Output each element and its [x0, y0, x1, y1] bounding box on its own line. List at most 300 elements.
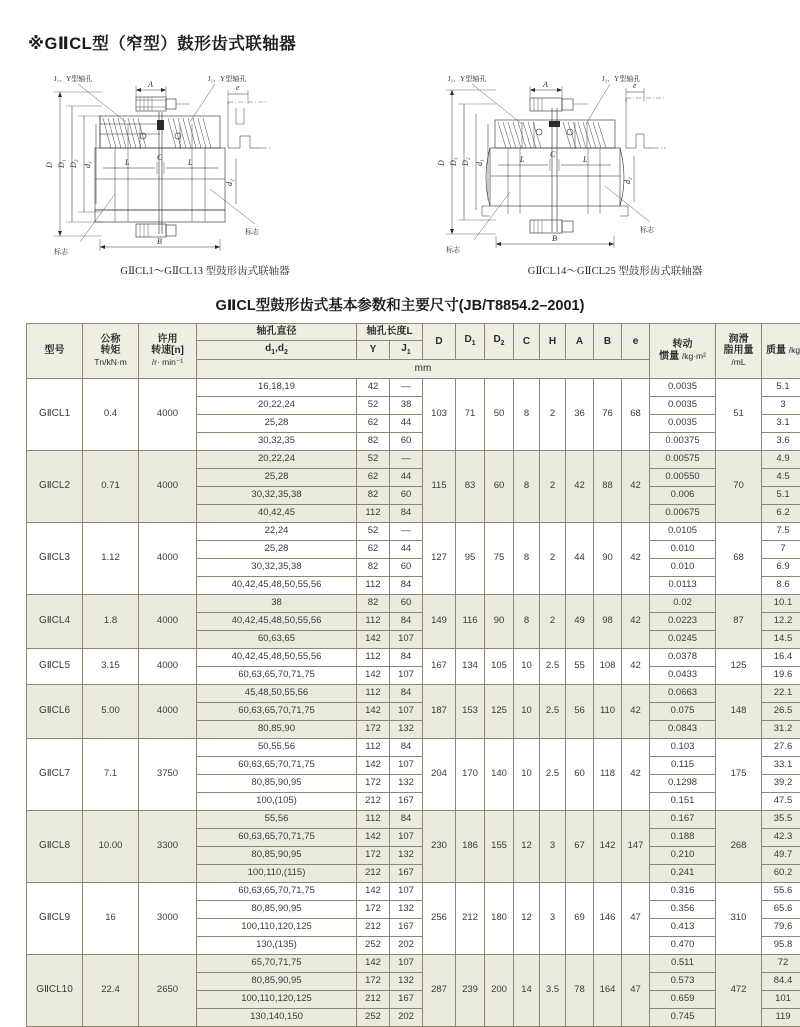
cell-inertia: 0.075	[650, 702, 716, 720]
svg-text:d₂: d₂	[225, 179, 234, 186]
cell-mass: 8.6	[762, 576, 800, 594]
cell-speed: 4000	[139, 450, 197, 522]
cell-mass: 119	[762, 1008, 800, 1026]
cell-bore-length-y: 172	[357, 774, 390, 792]
table-row	[27, 378, 800, 396]
cell-bore-diameter: 38	[197, 594, 357, 612]
cell-inertia: 0.010	[650, 558, 716, 576]
cell-bore-length-j1: —	[390, 450, 423, 468]
cell-inertia: 0.00675	[650, 504, 716, 522]
svg-text:A: A	[542, 80, 548, 89]
cell-bore-length-y: 52	[357, 450, 390, 468]
header-bore-length: 轴孔长度L	[357, 324, 423, 341]
cell-bore-length-y: 82	[357, 486, 390, 504]
cell-B: 118	[594, 738, 622, 810]
header-torque: 公称 转矩 Tn/kN·m	[83, 324, 139, 379]
cell-C: 8	[514, 450, 540, 522]
cell-bore-diameter: 16,18,19	[197, 378, 357, 396]
cell-grease: 310	[716, 882, 762, 954]
cell-bore-length-y: 112	[357, 576, 390, 594]
svg-text:L: L	[519, 155, 525, 164]
cell-grease: 87	[716, 594, 762, 648]
cell-inertia: 0.0245	[650, 630, 716, 648]
cell-e: 68	[622, 378, 650, 450]
cell-speed: 4000	[139, 522, 197, 594]
table-row	[27, 594, 800, 612]
cell-D2: 50	[485, 378, 514, 450]
cell-mass: 72	[762, 954, 800, 972]
table-row	[27, 882, 800, 900]
cell-H: 3.5	[540, 954, 566, 1026]
cell-e: 42	[622, 450, 650, 522]
cell-mass: 16.4	[762, 648, 800, 666]
figure-gcl1-gcl13	[30, 64, 380, 278]
cell-bore-diameter: 60,63,65	[197, 630, 357, 648]
cell-torque: 1.8	[83, 594, 139, 648]
cell-mass: 31.2	[762, 720, 800, 738]
cell-model: GⅡCL9	[27, 882, 83, 954]
cell-bore-diameter: 40,42,45	[197, 504, 357, 522]
cell-B: 110	[594, 684, 622, 738]
figure-gcl14-gcl25	[420, 64, 770, 278]
cell-D2: 75	[485, 522, 514, 594]
cell-H: 2	[540, 594, 566, 648]
cell-bore-length-j1: 60	[390, 432, 423, 450]
cell-torque: 0.71	[83, 450, 139, 522]
table-row	[27, 684, 800, 702]
cell-D: 187	[423, 684, 456, 738]
cell-bore-length-j1: 84	[390, 648, 423, 666]
cell-e: 42	[622, 522, 650, 594]
cell-torque: 0.4	[83, 378, 139, 450]
cell-bore-diameter: 30,32,35	[197, 432, 357, 450]
cell-model: GⅡCL4	[27, 594, 83, 648]
cell-D1: 186	[456, 810, 485, 882]
cell-bore-length-y: 212	[357, 864, 390, 882]
cell-A: 55	[566, 648, 594, 684]
cell-inertia: 0.00575	[650, 450, 716, 468]
cell-mass: 95.8	[762, 936, 800, 954]
cell-mass: 3	[762, 396, 800, 414]
cell-bore-length-y: 212	[357, 990, 390, 1008]
cell-bore-diameter: 40,42,45,48,50,55,56	[197, 612, 357, 630]
cell-bore-diameter: 25,28	[197, 414, 357, 432]
cell-mass: 55.6	[762, 882, 800, 900]
cell-bore-length-j1: 107	[390, 828, 423, 846]
header-bore-diameter-sub: $d_1,d_2$	[197, 340, 357, 359]
cell-torque: 10.00	[83, 810, 139, 882]
cell-bore-diameter: 80,85,90,95	[197, 774, 357, 792]
cell-model: GⅡCL10	[27, 954, 83, 1026]
cell-C: 10	[514, 684, 540, 738]
cell-bore-diameter: 22,24	[197, 522, 357, 540]
label-mark-right: 标志	[245, 227, 260, 236]
cell-A: 78	[566, 954, 594, 1026]
cell-bore-length-y: 62	[357, 414, 390, 432]
svg-text:L: L	[582, 155, 588, 164]
cell-D1: 212	[456, 882, 485, 954]
cell-mass: 10.1	[762, 594, 800, 612]
cell-B: 76	[594, 378, 622, 450]
cell-inertia: 0.006	[650, 486, 716, 504]
cell-inertia: 0.659	[650, 990, 716, 1008]
cell-H: 2	[540, 378, 566, 450]
figure-caption-left: GⅡCL1～GⅡCL13 型鼓形齿式联轴器	[30, 263, 380, 278]
cell-bore-length-y: 82	[357, 594, 390, 612]
cell-bore-length-y: 52	[357, 396, 390, 414]
cell-bore-diameter: 80,85,90,95	[197, 846, 357, 864]
cell-mass: 22.1	[762, 684, 800, 702]
cell-B: 164	[594, 954, 622, 1026]
cell-model: GⅡCL3	[27, 522, 83, 594]
cell-bore-length-j1: 202	[390, 936, 423, 954]
cell-inertia: 0.0223	[650, 612, 716, 630]
cell-bore-length-j1: 132	[390, 846, 423, 864]
cell-bore-length-y: 172	[357, 972, 390, 990]
cell-mass: 14.5	[762, 630, 800, 648]
cell-bore-length-j1: 167	[390, 792, 423, 810]
cell-mass: 47.5	[762, 792, 800, 810]
table-row	[27, 450, 800, 468]
cell-D2: 155	[485, 810, 514, 882]
coupling-diagram-left	[40, 64, 370, 259]
cell-D2: 180	[485, 882, 514, 954]
cell-inertia: 0.0378	[650, 648, 716, 666]
header-bore-length-y: Y	[357, 340, 390, 359]
table-row	[27, 738, 800, 756]
cell-D: 287	[423, 954, 456, 1026]
cell-A: 36	[566, 378, 594, 450]
cell-C: 8	[514, 378, 540, 450]
cell-bore-length-y: 142	[357, 882, 390, 900]
cell-speed: 3000	[139, 882, 197, 954]
cell-grease: 472	[716, 954, 762, 1026]
cell-bore-length-j1: 84	[390, 738, 423, 756]
cell-bore-diameter: 25,28	[197, 468, 357, 486]
cell-inertia: 0.745	[650, 1008, 716, 1026]
cell-bore-diameter: 50,55,56	[197, 738, 357, 756]
cell-bore-length-y: 112	[357, 684, 390, 702]
cell-mass: 33.1	[762, 756, 800, 774]
cell-e: 42	[622, 648, 650, 684]
cell-mass: 4.9	[762, 450, 800, 468]
cell-bore-length-y: 62	[357, 540, 390, 558]
cell-bore-length-j1: 84	[390, 612, 423, 630]
cell-inertia: 0.0113	[650, 576, 716, 594]
cell-D2: 90	[485, 594, 514, 648]
svg-text:d₁: d₁	[83, 161, 92, 168]
svg-text:d₂: d₂	[623, 177, 632, 184]
cell-bore-length-j1: 60	[390, 594, 423, 612]
cell-A: 56	[566, 684, 594, 738]
cell-bore-diameter: 130,(135)	[197, 936, 357, 954]
cell-bore-length-j1: 84	[390, 810, 423, 828]
cell-B: 142	[594, 810, 622, 882]
cell-bore-length-j1: 84	[390, 576, 423, 594]
cell-grease: 70	[716, 450, 762, 522]
cell-inertia: 0.151	[650, 792, 716, 810]
cell-bore-length-j1: 60	[390, 558, 423, 576]
cell-bore-length-j1: 60	[390, 486, 423, 504]
cell-grease: 175	[716, 738, 762, 810]
cell-A: 60	[566, 738, 594, 810]
label-bore-left: J₁、Y型轴孔	[448, 74, 486, 83]
cell-bore-diameter: 40,42,45,48,50,55,56	[197, 648, 357, 666]
cell-B: 88	[594, 450, 622, 522]
table-row	[27, 810, 800, 828]
cell-bore-length-j1: 107	[390, 882, 423, 900]
cell-bore-length-y: 172	[357, 900, 390, 918]
svg-text:D₁: D₁	[57, 159, 66, 169]
cell-inertia: 0.00375	[650, 432, 716, 450]
cell-B: 98	[594, 594, 622, 648]
cell-bore-length-y: 62	[357, 468, 390, 486]
cell-inertia: 0.356	[650, 900, 716, 918]
figure-caption-right: GⅡCL14～GⅡCL25 型鼓形齿式联轴器	[420, 263, 770, 278]
cell-inertia: 0.413	[650, 918, 716, 936]
cell-speed: 3300	[139, 810, 197, 882]
cell-D1: 134	[456, 648, 485, 684]
cell-bore-length-j1: 132	[390, 774, 423, 792]
cell-inertia: 0.0105	[650, 522, 716, 540]
cell-torque: 3.15	[83, 648, 139, 684]
svg-text:L: L	[187, 158, 193, 167]
header-grease: 润滑 脂用量 /mL	[716, 324, 762, 379]
cell-D: 115	[423, 450, 456, 522]
cell-H: 3	[540, 810, 566, 882]
coupling-diagram-right	[430, 64, 760, 259]
cell-e: 42	[622, 594, 650, 648]
cell-A: 49	[566, 594, 594, 648]
cell-grease: 268	[716, 810, 762, 882]
header-bore-length-j1: $J_1$	[390, 340, 423, 359]
cell-inertia: 0.00550	[650, 468, 716, 486]
cell-inertia: 0.103	[650, 738, 716, 756]
cell-bore-length-y: 112	[357, 504, 390, 522]
cell-D2: 125	[485, 684, 514, 738]
header-D1: $D_1$	[456, 324, 485, 360]
cell-inertia: 0.02	[650, 594, 716, 612]
svg-text:e: e	[236, 83, 240, 92]
cell-inertia: 0.0035	[650, 378, 716, 396]
cell-inertia: 0.0843	[650, 720, 716, 738]
cell-torque: 22.4	[83, 954, 139, 1026]
cell-e: 47	[622, 954, 650, 1026]
cell-bore-length-j1: 132	[390, 972, 423, 990]
cell-C: 10	[514, 738, 540, 810]
header-H: H	[540, 324, 566, 360]
svg-text:D₂: D₂	[69, 159, 78, 169]
cell-speed: 4000	[139, 684, 197, 738]
cell-D: 167	[423, 648, 456, 684]
cell-D2: 140	[485, 738, 514, 810]
cell-e: 42	[622, 684, 650, 738]
cell-C: 14	[514, 954, 540, 1026]
table-body	[27, 378, 800, 1026]
cell-bore-length-j1: —	[390, 378, 423, 396]
cell-bore-length-j1: 38	[390, 396, 423, 414]
label-mark-left: 标志	[446, 245, 461, 254]
spec-table	[26, 323, 800, 1027]
cell-mass: 4.5	[762, 468, 800, 486]
cell-bore-length-y: 252	[357, 1008, 390, 1026]
cell-bore-length-y: 172	[357, 720, 390, 738]
cell-bore-length-j1: 107	[390, 702, 423, 720]
cell-model: GⅡCL1	[27, 378, 83, 450]
label-mark-left: 标志	[54, 247, 69, 256]
cell-bore-length-y: 142	[357, 630, 390, 648]
cell-bore-diameter: 45,48,50,55,56	[197, 684, 357, 702]
cell-bore-length-y: 172	[357, 846, 390, 864]
cell-bore-length-y: 112	[357, 648, 390, 666]
cell-bore-diameter: 100,110,120,125	[197, 918, 357, 936]
cell-D: 230	[423, 810, 456, 882]
cell-mass: 84.4	[762, 972, 800, 990]
svg-text:d₁: d₁	[475, 159, 484, 166]
header-unit-mm: mm	[197, 359, 650, 378]
cell-mass: 35.5	[762, 810, 800, 828]
cell-e: 42	[622, 738, 650, 810]
header-bore-diameter: 轴孔直径	[197, 324, 357, 341]
cell-bore-length-j1: 107	[390, 756, 423, 774]
cell-inertia: 0.0035	[650, 414, 716, 432]
cell-B: 146	[594, 882, 622, 954]
cell-D: 256	[423, 882, 456, 954]
cell-mass: 3.1	[762, 414, 800, 432]
svg-text:B: B	[157, 237, 162, 246]
cell-bore-length-j1: 44	[390, 468, 423, 486]
cell-bore-length-y: 112	[357, 612, 390, 630]
header-A: A	[566, 324, 594, 360]
cell-e: 47	[622, 882, 650, 954]
cell-bore-length-y: 142	[357, 702, 390, 720]
cell-inertia: 0.210	[650, 846, 716, 864]
table-header	[27, 324, 800, 379]
cell-bore-length-y: 112	[357, 738, 390, 756]
cell-H: 2.5	[540, 738, 566, 810]
svg-text:D: D	[45, 162, 54, 169]
cell-inertia: 0.188	[650, 828, 716, 846]
figure-row	[0, 54, 800, 278]
cell-bore-length-j1: 107	[390, 666, 423, 684]
cell-C: 8	[514, 522, 540, 594]
cell-mass: 65.6	[762, 900, 800, 918]
cell-bore-length-y: 212	[357, 918, 390, 936]
cell-grease: 125	[716, 648, 762, 684]
cell-H: 3	[540, 882, 566, 954]
cell-bore-length-j1: 84	[390, 684, 423, 702]
cell-C: 12	[514, 810, 540, 882]
cell-bore-diameter: 80,85,90,95	[197, 972, 357, 990]
cell-speed: 4000	[139, 594, 197, 648]
cell-bore-length-j1: 84	[390, 504, 423, 522]
header-D: D	[423, 324, 456, 360]
cell-speed: 4000	[139, 378, 197, 450]
cell-A: 42	[566, 450, 594, 522]
cell-e: 147	[622, 810, 650, 882]
svg-text:e: e	[633, 81, 637, 90]
cell-inertia: 0.115	[650, 756, 716, 774]
cell-mass: 6.9	[762, 558, 800, 576]
cell-mass: 101	[762, 990, 800, 1008]
cell-mass: 39.2	[762, 774, 800, 792]
cell-bore-length-j1: 132	[390, 720, 423, 738]
cell-D: 204	[423, 738, 456, 810]
cell-bore-length-j1: 167	[390, 864, 423, 882]
cell-D1: 170	[456, 738, 485, 810]
cell-mass: 27.6	[762, 738, 800, 756]
cell-inertia: 0.010	[650, 540, 716, 558]
cell-bore-length-y: 142	[357, 756, 390, 774]
cell-mass: 26.5	[762, 702, 800, 720]
cell-mass: 5.1	[762, 378, 800, 396]
cell-bore-diameter: 80,85,90,95	[197, 900, 357, 918]
cell-bore-diameter: 130,140,150	[197, 1008, 357, 1026]
cell-D1: 83	[456, 450, 485, 522]
cell-bore-length-y: 42	[357, 378, 390, 396]
label-bore-left: J₁、Y型轴孔	[54, 74, 92, 83]
cell-model: GⅡCL7	[27, 738, 83, 810]
cell-bore-diameter: 30,32,35,38	[197, 486, 357, 504]
label-mark-right: 标志	[640, 225, 655, 234]
label-bore-right: J₁、Y型轴孔	[208, 74, 246, 83]
cell-grease: 148	[716, 684, 762, 738]
cell-D: 103	[423, 378, 456, 450]
cell-mass: 12.2	[762, 612, 800, 630]
cell-mass: 6.2	[762, 504, 800, 522]
cell-inertia: 0.511	[650, 954, 716, 972]
header-e: e	[622, 324, 650, 360]
svg-text:D₁: D₁	[449, 157, 458, 167]
svg-text:C: C	[550, 150, 556, 159]
cell-inertia: 0.1298	[650, 774, 716, 792]
cell-D2: 200	[485, 954, 514, 1026]
cell-mass: 79.6	[762, 918, 800, 936]
svg-text:A: A	[147, 80, 153, 89]
cell-bore-diameter: 100,(105)	[197, 792, 357, 810]
cell-A: 44	[566, 522, 594, 594]
label-bore-right: J₁、Y型轴孔	[602, 74, 640, 83]
cell-bore-length-y: 252	[357, 936, 390, 954]
cell-torque: 7.1	[83, 738, 139, 810]
cell-speed: 4000	[139, 648, 197, 684]
cell-D: 149	[423, 594, 456, 648]
cell-H: 2.5	[540, 648, 566, 684]
cell-bore-length-y: 112	[357, 810, 390, 828]
cell-C: 8	[514, 594, 540, 648]
cell-model: GⅡCL5	[27, 648, 83, 684]
cell-torque: 5.00	[83, 684, 139, 738]
cell-H: 2	[540, 450, 566, 522]
cell-speed: 2650	[139, 954, 197, 1026]
cell-bore-length-j1: —	[390, 522, 423, 540]
cell-bore-length-j1: 44	[390, 540, 423, 558]
header-D2: $D_2$	[485, 324, 514, 360]
header-B: B	[594, 324, 622, 360]
cell-bore-diameter: 65,70,71,75	[197, 954, 357, 972]
svg-text:D₂: D₂	[461, 157, 470, 167]
cell-bore-length-y: 142	[357, 954, 390, 972]
cell-C: 12	[514, 882, 540, 954]
table-row	[27, 954, 800, 972]
cell-mass: 3.6	[762, 432, 800, 450]
cell-bore-length-j1: 202	[390, 1008, 423, 1026]
cell-grease: 68	[716, 522, 762, 594]
header-C: C	[514, 324, 540, 360]
cell-inertia: 0.0663	[650, 684, 716, 702]
cell-bore-diameter: 30,32,35,38	[197, 558, 357, 576]
cell-bore-length-y: 82	[357, 432, 390, 450]
